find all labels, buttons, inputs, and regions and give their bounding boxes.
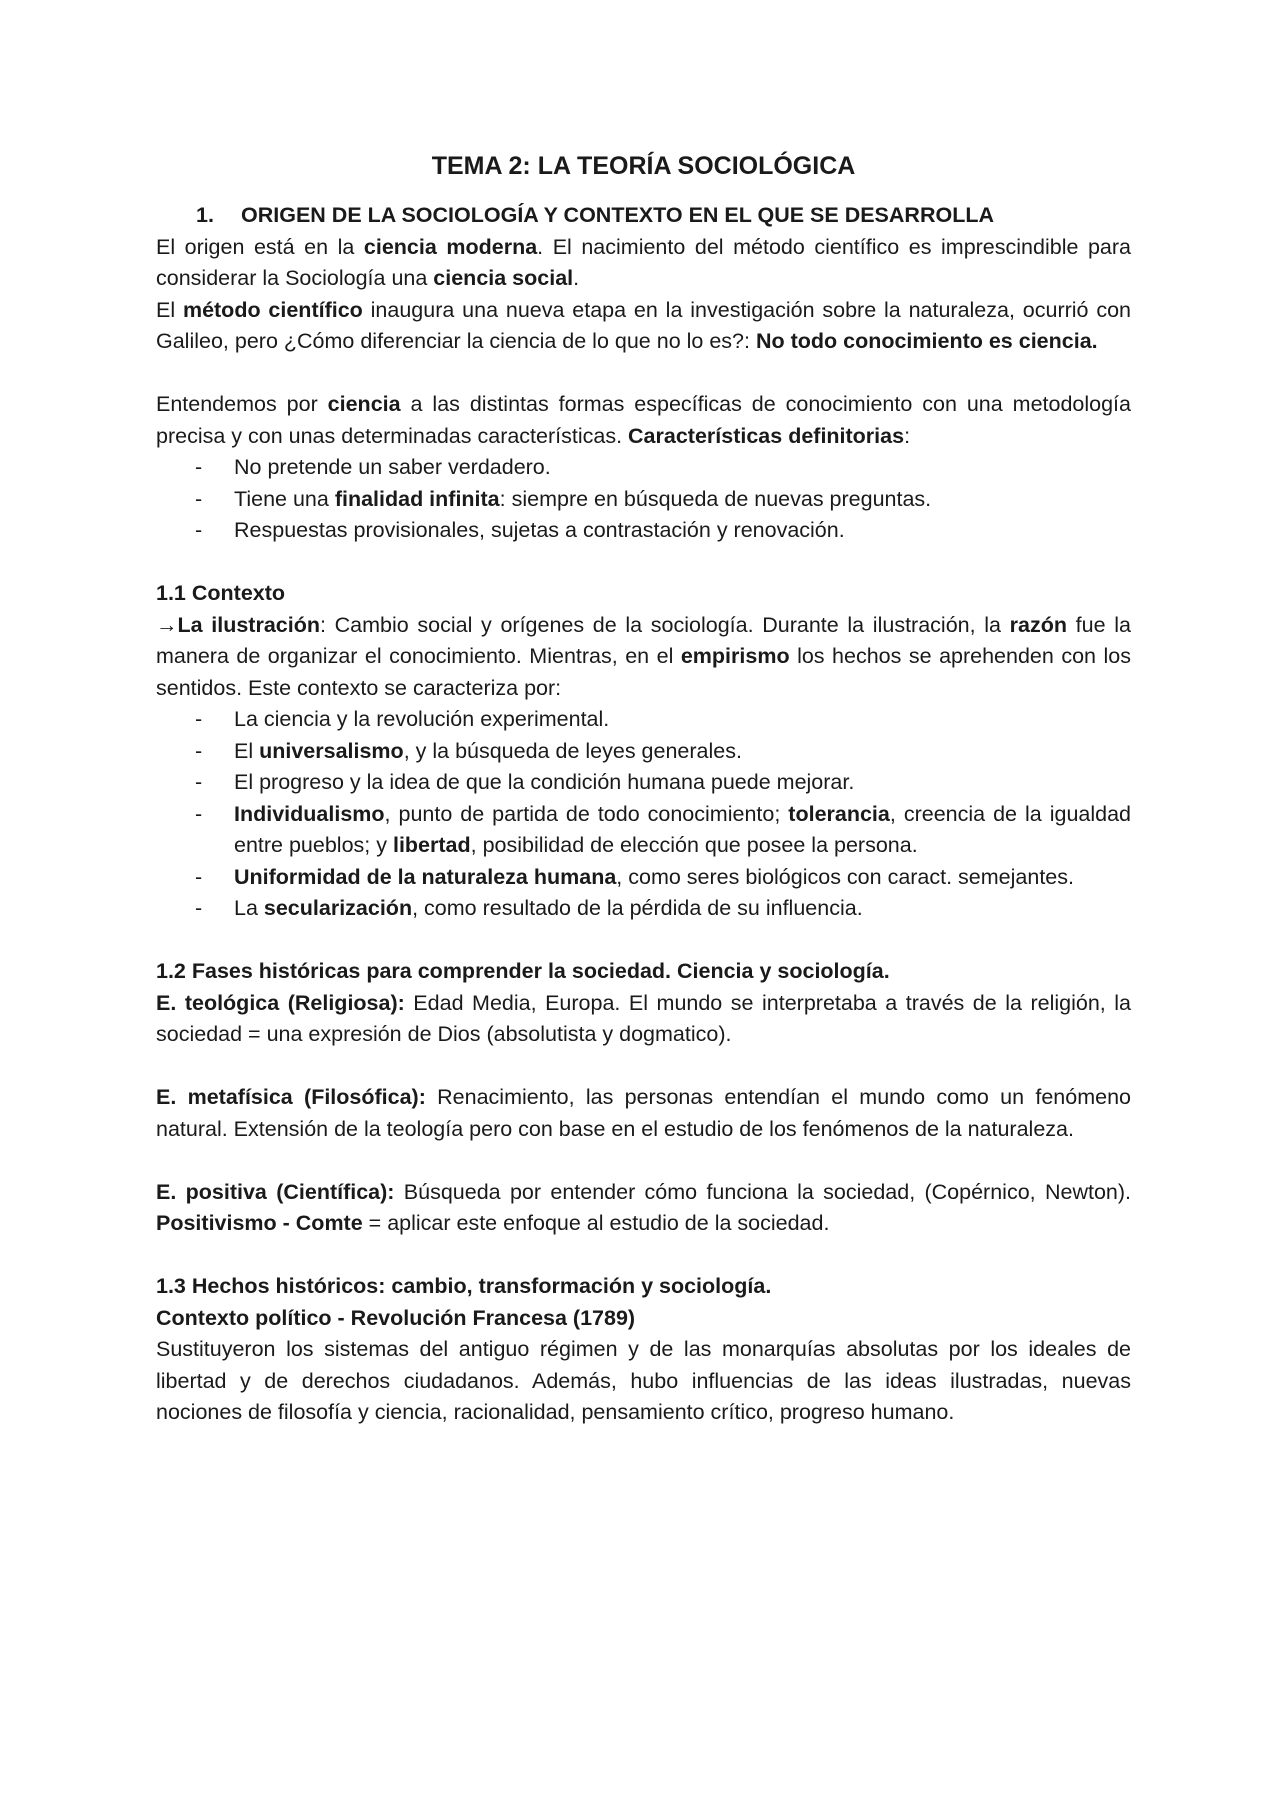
- list-item: - La ciencia y la revolución experimental.: [195, 707, 610, 731]
- section-1-1-heading: 1.1 Contexto: [156, 581, 286, 605]
- spacer: [156, 1240, 1131, 1272]
- section-1-1-paragraph: →La ilustración: Cambio social y orígenes de la sociología. Durante la ilustración, la razón fue la manera de organizar el conocimiento. Mientras, en el empirismo los hechos se aprehenden con los sentidos. Este contexto se caracteriza por:: [156, 612, 1131, 700]
- section-1-2-heading: 1.2 Fases históricas para comprender la sociedad. Ciencia y sociología.: [156, 959, 890, 983]
- section-1-paragraph-3: Entendemos por ciencia a las distintas formas específicas de conocimiento con una metodología precisa y con unas determinadas características. Características definitorias:: [156, 392, 1131, 448]
- stage-metaphysical: E. metafísica (Filosófica): Renacimiento, las personas entendían el mundo como un fenómeno natural. Extensión de la teología pero con base en el estudio de los fenómenos de la naturaleza.: [156, 1085, 1131, 1141]
- section-1-paragraph-1: El origen está en la ciencia moderna. El nacimiento del método científico es imprescindible para considerar la Sociología una ciencia social.: [156, 234, 1132, 290]
- spacer: [156, 358, 1131, 390]
- section-1-number: 1.: [196, 203, 214, 227]
- section-1-3-heading: 1.3 Hechos históricos: cambio, transformación y sociología.: [156, 1274, 772, 1298]
- section-1-paragraph-2: El método científico inaugura una nueva etapa en la investigación sobre la naturaleza, ocurrió con Galileo, pero ¿Cómo diferenciar la ciencia de lo que no lo es?: No todo conocimiento es ciencia.: [156, 297, 1131, 353]
- list-item: - No pretende un saber verdadero.: [195, 455, 551, 479]
- list-item: - El progreso y la idea de que la condición humana puede mejorar.: [195, 770, 855, 794]
- list-item: - Uniformidad de la naturaleza humana, como seres biológicos con caract. semejantes.: [195, 864, 1074, 889]
- stage-positive: E. positiva (Científica): Búsqueda por entender cómo funciona la sociedad, (Copérnico, Newton). Positivismo - Comte = aplicar este enfoque al estudio de la sociedad.: [156, 1179, 1131, 1235]
- document-title: TEMA 2: LA TEORÍA SOCIOLÓGICA: [431, 152, 856, 180]
- list-item: - La secularización, como resultado de la pérdida de su influencia.: [195, 896, 863, 920]
- stage-theological: E. teológica (Religiosa): Edad Media, Europa. El mundo se interpretaba a través de la religión, la sociedad = una expresión de Dios (absolutista y dogmatico).: [156, 990, 1132, 1046]
- spacer: [156, 1051, 1131, 1083]
- section-1-3-subheading: Contexto político - Revolución Francesa (1789): [156, 1305, 636, 1330]
- section-1-heading: [156, 200, 1131, 232]
- spacer: [156, 547, 1131, 579]
- list-item: - Individualismo, punto de partida de todo conocimiento; tolerancia, creencia de la igualdad entre pueblos; y libertad, posibilidad de elección que posee la persona.: [195, 801, 1132, 857]
- list-item: - El universalismo, y la búsqueda de leyes generales.: [195, 738, 742, 763]
- section-1-3-paragraph: Sustituyeron los sistemas del antiguo régimen y de las monarquías absolutas por los ideales de libertad y de derechos ciudadanos. Además, hubo influencias de las ideas ilustradas, nuevas nociones de filosofía y ciencia, racionalidad, pensamiento crítico, progreso humano.: [156, 1337, 1131, 1424]
- spacer: [156, 1145, 1131, 1177]
- context-list: [156, 704, 1131, 925]
- list-item: - Tiene una finalidad infinita: siempre en búsqueda de nuevas preguntas.: [195, 486, 932, 511]
- document-page: [156, 150, 1131, 1429]
- list-item: - Respuestas provisionales, sujetas a contrastación y renovación.: [195, 518, 845, 542]
- characteristics-list: [156, 452, 1131, 547]
- section-1-heading-text: ORIGEN DE LA SOCIOLOGÍA Y CONTEXTO EN EL QUE SE DESARROLLA: [241, 203, 994, 227]
- spacer: [156, 925, 1131, 957]
